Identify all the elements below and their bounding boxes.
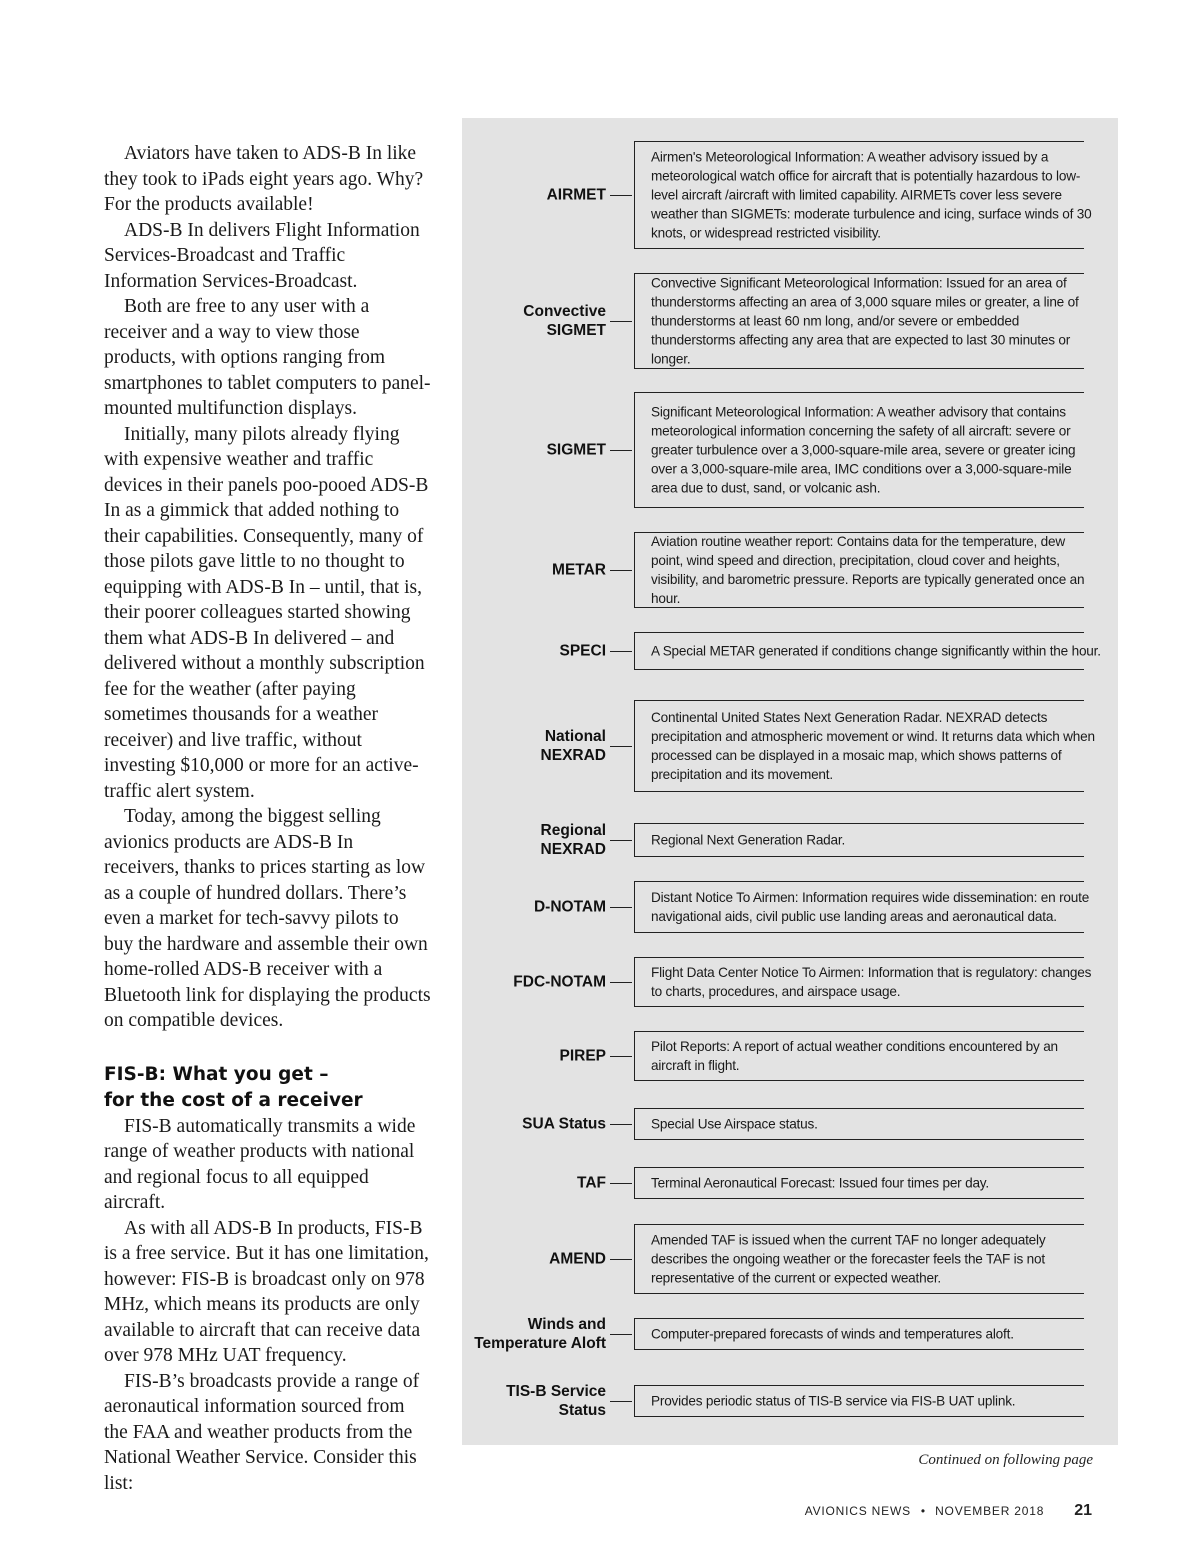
- glossary-term: SUA Status: [522, 1115, 606, 1133]
- glossary-description: Distant Notice To Airmen: Information requires wide dissemination: en route navigational aids, civil public use landing areas and aeronautical data.: [651, 890, 1090, 924]
- glossary-description: A Special METAR generated if conditions change significantly within the hour.: [651, 643, 1101, 659]
- glossary-panel: [462, 118, 1118, 1445]
- paragraph: Both are free to any user with a receiver and a way to view those products, with options ranging from smartphones to tablet computers to panel-mounted multifunction displays.: [104, 296, 431, 419]
- glossary-term: PIREP: [559, 1047, 606, 1065]
- glossary-term: SPECI: [559, 642, 606, 660]
- connector-line: [610, 1401, 632, 1402]
- glossary-description: Terminal Aeronautical Forecast: Issued four times per day.: [651, 1175, 989, 1191]
- glossary-term: D-NOTAM: [533, 898, 606, 916]
- glossary-description: Aviation routine weather report: Contains data for the temperature, dew point, wind speed and direction, precipitation, cloud cover and heights, visibility, and barometric pressure. Reports are typically generated once an hour.: [651, 534, 1085, 606]
- connector-line: [610, 982, 632, 983]
- connector-line: [610, 1124, 632, 1125]
- connector-line: [610, 907, 632, 908]
- paragraph: Today, among the biggest selling avionics products are ADS-B In receivers, thanks to prices starting as low as a couple of hundred dollars. There’s even a market for tech-savvy pilots to buy the hardware and assemble their own home-rolled ADS-B receiver with a Bluetooth link for displaying the products on compatible devices.: [104, 806, 431, 1031]
- glossary-entry: [462, 392, 1118, 508]
- glossary-entry: [462, 1224, 1118, 1294]
- glossary-description: Airmen's Meteorological Information: A weather advisory issued by a meteorological watch office for aircraft that is potentially hazardous to low-level aircraft /aircraft with limited capability. AIRMETs cover less severe weather than SIGMETs: moderate turbulence and icing, surface winds of 30 knots, or widespread restricted visibility.: [651, 149, 1092, 241]
- glossary-description: Computer-prepared forecasts of winds and temperatures aloft.: [651, 1326, 1014, 1342]
- paragraph: As with all ADS-B In products, FIS-B is a free service. But it has one limitation, however: FIS-B is broadcast only on 978 MHz, which means its products are only available to aircraft that can receive data over 978 MHz UAT frequency.: [104, 1217, 429, 1366]
- glossary-description: Continental United States Next Generation Radar. NEXRAD detects precipitation and atmospheric movement or wind. It returns data which when processed can be displayed in a mosaic map, which shows patterns of precipitation and its movement.: [651, 710, 1095, 782]
- glossary-term: Convective SIGMET: [523, 303, 606, 339]
- glossary-term: AMEND: [549, 1250, 606, 1268]
- glossary-term: National NEXRAD: [540, 728, 606, 764]
- article-column: [104, 141, 432, 1496]
- connector-line: [610, 450, 632, 451]
- glossary-description: Flight Data Center Notice To Airmen: Information that is regulatory: changes to charts, procedures, and airspace usage.: [651, 965, 1092, 999]
- connector-line: [610, 651, 632, 652]
- connector-line: [610, 1259, 632, 1260]
- glossary-entry: [462, 1318, 1118, 1350]
- connector-line: [610, 1183, 632, 1184]
- glossary-entry: [462, 1385, 1118, 1417]
- connector-line: [610, 746, 632, 747]
- glossary-description: Significant Meteorological Information: A weather advisory that contains meteorological information concerning the safety of all aircraft: severe or greater turbulence over a 3,000-square-mile area, severe or greater icing over a 3,000-square-mile area, IMC conditions over a 3,000-square-mile area due to dust, sand, or volcanic ash.: [651, 404, 1076, 496]
- paragraph: ADS-B In delivers Flight Information Services-Broadcast and Traffic Information Services-Broadcast.: [104, 219, 420, 292]
- glossary-entry: [462, 1167, 1118, 1199]
- glossary-entry: [462, 957, 1118, 1007]
- paragraph: Aviators have taken to ADS-B In like they took to iPads eight years ago. Why? For the products available!: [104, 143, 424, 215]
- glossary-description: Pilot Reports: A report of actual weather conditions encountered by an aircraft in flight.: [651, 1039, 1058, 1073]
- page-footer: [805, 1502, 1092, 1520]
- page-number: 21: [1074, 1502, 1092, 1519]
- glossary-term: METAR: [552, 561, 606, 579]
- glossary-entry: [462, 532, 1118, 608]
- glossary-term: TAF: [577, 1174, 606, 1192]
- glossary-entry: [462, 273, 1118, 369]
- glossary-term: AIRMET: [546, 186, 606, 204]
- glossary-term: Winds and Temperature Aloft: [474, 1316, 606, 1352]
- glossary-entry: [462, 823, 1118, 857]
- paragraph: FIS-B automatically transmits a wide range of weather products with national and regional focus to all equipped aircraft.: [104, 1115, 416, 1213]
- connector-line: [610, 1056, 632, 1057]
- section-heading: [104, 1062, 432, 1114]
- publication-name: AVIONICS NEWS: [804, 1504, 911, 1518]
- glossary-description: Amended TAF is issued when the current TAF no longer adequately describes the ongoing weather or the forecaster feels the TAF is not representative of the current or expected weather.: [651, 1232, 1046, 1286]
- glossary-term: Regional NEXRAD: [540, 822, 606, 858]
- glossary-term: FDC-NOTAM: [513, 973, 606, 991]
- glossary-term: SIGMET: [546, 441, 606, 459]
- glossary-entry: [462, 1108, 1118, 1140]
- paragraph: FIS-B’s broadcasts provide a range of aeronautical information sourced from the FAA and weather products from the National Weather Service. Consider this list:: [104, 1370, 420, 1494]
- connector-line: [610, 195, 632, 196]
- glossary-entry: [462, 1031, 1118, 1081]
- connector-line: [610, 570, 632, 571]
- glossary-description: Regional Next Generation Radar.: [651, 832, 846, 848]
- section-heading-line1: FIS-B: What you get –: [104, 1063, 329, 1085]
- glossary-term: TIS-B Service Status: [506, 1383, 606, 1419]
- glossary-description: Special Use Airspace status.: [651, 1116, 818, 1132]
- glossary-description: Provides periodic status of TIS-B service via FIS-B UAT uplink.: [651, 1393, 1016, 1409]
- paragraph: Initially, many pilots already flying with expensive weather and traffic devices in their panels poo-pooed ADS-B In as a gimmick that added nothing to their capabilities. Consequently, many of those pilots gave little to no thought to equipping with ADS-B In – until, that is, their poorer colleagues started showing them what ADS-B In delivered – and delivered without a monthly subscription fee for the weather (after paying sometimes thousands for a weather receiver) and live traffic, without investing $10,000 or more for an active-traffic alert system.: [104, 423, 429, 802]
- glossary-entry: [462, 881, 1118, 933]
- glossary-entry: [462, 632, 1118, 670]
- glossary-entry: [462, 141, 1118, 249]
- connector-line: [610, 840, 632, 841]
- glossary-description: Convective Significant Meteorological Information: Issued for an area of thunderstorms affecting an area of 3,000 square miles or greater, a line of thunderstorms at least 60 nm long, and/or severe or embedded thunderstorms affecting any area that are expected to last 30 minutes or longer.: [651, 275, 1079, 367]
- connector-line: [610, 321, 632, 322]
- issue-date: NOVEMBER 2018: [935, 1504, 1045, 1518]
- glossary-entry: [462, 700, 1118, 792]
- section-heading-line2: for the cost of a receiver: [104, 1089, 363, 1111]
- footer-separator: •: [920, 1504, 926, 1518]
- connector-line: [610, 1334, 632, 1335]
- continued-note: Continued on following page: [918, 1452, 1093, 1468]
